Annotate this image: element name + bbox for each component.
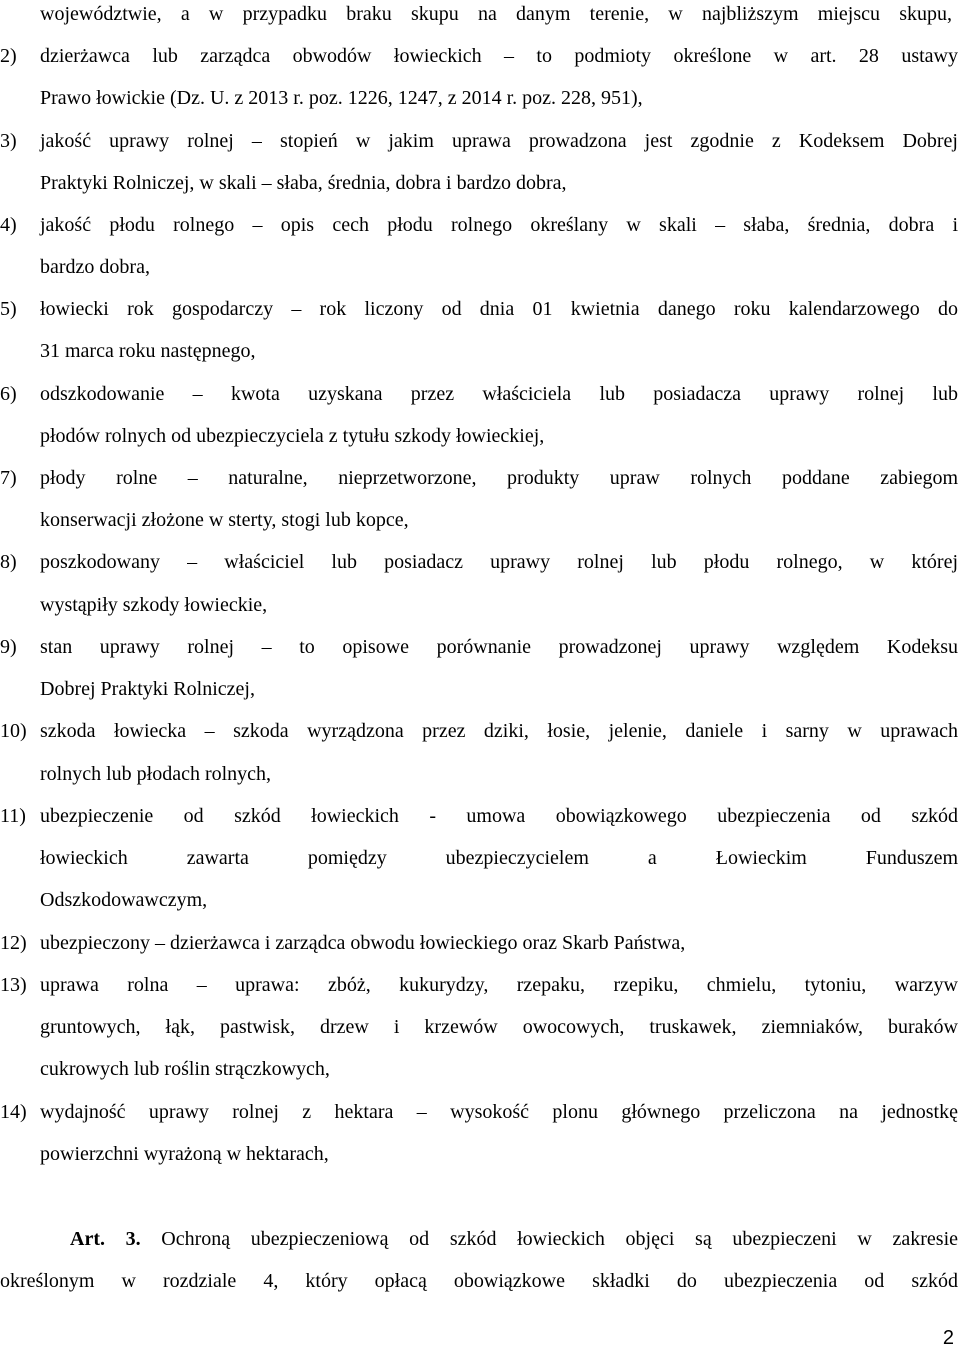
list-item-text: powierzchni wyrażoną w hektarach, [40, 1143, 329, 1165]
list-item-text: 31 marca roku następnego, [40, 340, 256, 362]
list-item-text: poszkodowany – właściciel lub posiadacz uprawy rolnej lub płodu rolnego, w której [40, 551, 958, 573]
list-item-text: płodów rolnych od ubezpieczyciela z tytułu szkody łowieckiej, [40, 425, 545, 447]
list-number: 3) [0, 130, 17, 152]
list-item-text: ubezpieczony – dzierżawca i zarządca obwodu łowieckiego oraz Skarb Państwa, [40, 932, 686, 954]
list-item-text: Praktyki Rolniczej, w skali – słaba, średnia, dobra i bardzo dobra, [40, 172, 567, 194]
list-item-text: dzierżawca lub zarządca obwodów łowieckich – to podmioty określone w art. 28 ustawy [40, 45, 958, 67]
list-number: 10) [0, 720, 27, 742]
article-paragraph-first-line [70, 1227, 958, 1253]
list-item-text: płody rolne – naturalne, nieprzetworzone, produkty upraw rolnych poddane zabiegom [40, 467, 958, 489]
list-item-text: stan uprawy rolnej – to opisowe porównanie prowadzonej uprawy względem Kodeksu [40, 636, 958, 658]
list-item-text: Prawo łowickie (Dz. U. z 2013 r. poz. 1226, 1247, z 2014 r. poz. 228, 951), [40, 87, 643, 109]
text-line: województwie, a w przypadku braku skupu na danym terenie, w najbliższym miejscu skupu, [40, 3, 952, 25]
list-item-text: łowieckich zawarta pomiędzy ubezpieczycielem a Łowieckim Funduszem [40, 847, 958, 869]
list-number: 13) [0, 974, 27, 996]
list-number: 5) [0, 298, 17, 320]
list-item-text: łowiecki rok gospodarczy – rok liczony od dnia 01 kwietnia danego roku kalendarzowego do [40, 298, 958, 320]
list-number: 7) [0, 467, 17, 489]
list-item-text: wystąpiły szkody łowieckie, [40, 594, 268, 616]
list-item-text: konserwacji złożone w sterty, stogi lub kopce, [40, 509, 409, 531]
list-item-text: jakość płodu rolnego – opis cech płodu rolnego określany w skali – słaba, średnia, dobra i [40, 214, 958, 236]
list-item-text: szkoda łowiecka – szkoda wyrządzona przez dziki, łosie, jelenie, daniele i sarny w uprawach [40, 720, 958, 742]
list-item-text: odszkodowanie – kwota uzyskana przez właściciela lub posiadacza uprawy rolnej lub [40, 383, 958, 405]
list-item-text: gruntowych, łąk, pastwisk, drzew i krzewów owocowych, truskawek, ziemniaków, buraków [40, 1016, 958, 1038]
list-item-text: Dobrej Praktyki Rolniczej, [40, 678, 255, 700]
list-number: 4) [0, 214, 17, 236]
list-item-text: jakość uprawy rolnej – stopień w jakim uprawa prowadzona jest zgodnie z Kodeksem Dobrej [40, 130, 958, 152]
page-number: 2 [942, 1327, 954, 1349]
article-text: Ochroną ubezpieczeniową od szkód łowieckich objęci są ubezpieczeni w zakresie [140, 1228, 958, 1250]
list-number: 12) [0, 932, 27, 954]
list-item-text: uprawa rolna – uprawa: zbóż, kukurydzy, rzepaku, rzepiku, chmielu, tytoniu, warzyw [40, 974, 958, 996]
list-item-text: rolnych lub płodach rolnych, [40, 763, 272, 785]
article-label: Art. 3. [70, 1228, 141, 1250]
list-item-text: ubezpieczenie od szkód łowieckich - umowa obowiązkowego ubezpieczenia od szkód [40, 805, 958, 827]
list-item-text: Odszkodowawczym, [40, 889, 208, 911]
list-number: 8) [0, 551, 17, 573]
list-number: 2) [0, 45, 17, 67]
list-number: 6) [0, 383, 17, 405]
list-item-text: bardzo dobra, [40, 256, 150, 278]
list-number: 11) [0, 805, 26, 827]
list-number: 9) [0, 636, 17, 658]
list-number: 14) [0, 1101, 27, 1123]
list-item-text: cukrowych lub roślin strączkowych, [40, 1058, 330, 1080]
article-paragraph-line: określonym w rozdziale 4, który opłacą obowiązkowe składki do ubezpieczenia od szkód [0, 1270, 958, 1292]
list-item-text: wydajność uprawy rolnej z hektara – wysokość plonu głównego przeliczona na jednostkę [40, 1101, 958, 1123]
